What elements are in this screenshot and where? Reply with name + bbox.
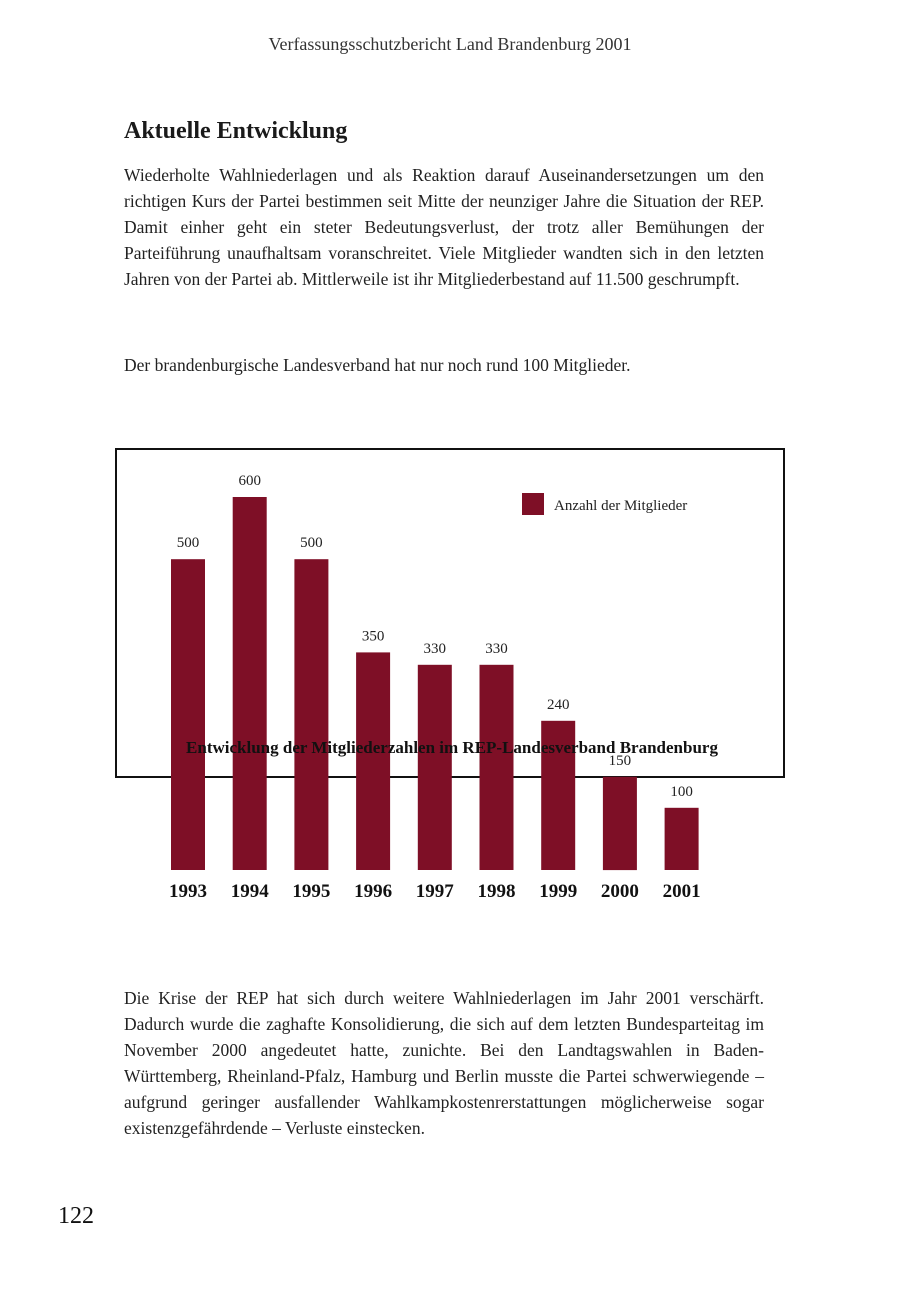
category-label-1998: 1998: [477, 881, 516, 902]
category-label-1994: 1994: [230, 881, 269, 902]
section-title: Aktuelle Entwicklung: [124, 118, 348, 144]
page-number: 122: [58, 1203, 94, 1229]
category-labels-layer: [169, 881, 701, 902]
category-label-1993: 1993: [169, 881, 207, 902]
value-label-1994: 600: [238, 473, 261, 489]
bar-1995: [294, 559, 328, 870]
chart-caption: Entwicklung der Mitgliederzahlen im REP-Landesverband Brandenburg: [186, 738, 718, 757]
value-label-1999: 240: [546, 696, 570, 713]
category-label-1996: 1996: [354, 881, 393, 902]
running-header: Verfassungsschutzbericht Land Brandenburg 2001: [268, 34, 632, 54]
paragraph-2: Der brandenburgische Landesverband hat nur noch rund 100 Mitglieder.: [124, 355, 631, 375]
bar-1997: [418, 665, 452, 870]
bars-layer: [171, 497, 699, 870]
category-label-2000: 2000: [600, 881, 639, 902]
value-label-2000: 150: [608, 752, 632, 769]
bar-1996: [356, 652, 390, 870]
category-label-2001: 2001: [662, 881, 701, 902]
paragraph-1: Wiederholte Wahlniederlagen und als Reaktion darauf Auseinandersetzungen um den richtigen Kurs der Partei bestimmen seit Mitte der neunziger Jahre die Situation der REP. Damit einher geht ein steter Bedeutungsverlust, der trotz aller Bemühungen der Parteiführung unaufhaltsam voranschreitet. Viele Mitglieder wandten sich in den letzten Jahren von der Partei ab. Mittlerweile ist ihr Mitgliederbestand auf 11.500 geschrumpft.: [124, 165, 764, 289]
category-label-1997: 1997: [415, 881, 454, 902]
bar-2001: [665, 808, 699, 870]
category-label-1995: 1995: [292, 881, 331, 902]
chart-canvas: [117, 450, 783, 902]
value-label-2001: 100: [670, 783, 693, 800]
bar-1998: [480, 665, 514, 870]
chart-legend: [522, 493, 687, 515]
bar-2000: [603, 777, 637, 870]
value-label-1997: 330: [423, 640, 447, 657]
category-label-1999: 1999: [539, 881, 578, 902]
value-label-1998: 330: [485, 640, 508, 657]
value-label-1996: 350: [361, 628, 385, 645]
value-label-1995: 500: [300, 535, 323, 552]
paragraph-3: Die Krise der REP hat sich durch weitere Wahlniederlagen im Jahr 2001 verschärft. Dadurch wurde die zaghafte Konsolidierung, die sich auf dem letzten Bundesparteitag im November 2000 angedeutet hatte, zunichte. Bei den Landtagswahlen in Baden-Württemberg, Rheinland-Pfalz, Hamburg und Berlin musste die Partei schwerwiegende – aufgrund geringer ausfallender Wahlkampkostenrerstattungen möglicherweise sogar existenzgefährdende – Verluste einstecken.: [124, 988, 764, 1138]
membership-chart: [115, 448, 785, 902]
value-label-1993: 500: [176, 535, 200, 552]
bar-1993: [171, 559, 205, 870]
legend-label: Anzahl der Mitglieder: [554, 498, 688, 514]
legend-swatch: [522, 493, 544, 515]
bar-1994: [233, 497, 267, 870]
